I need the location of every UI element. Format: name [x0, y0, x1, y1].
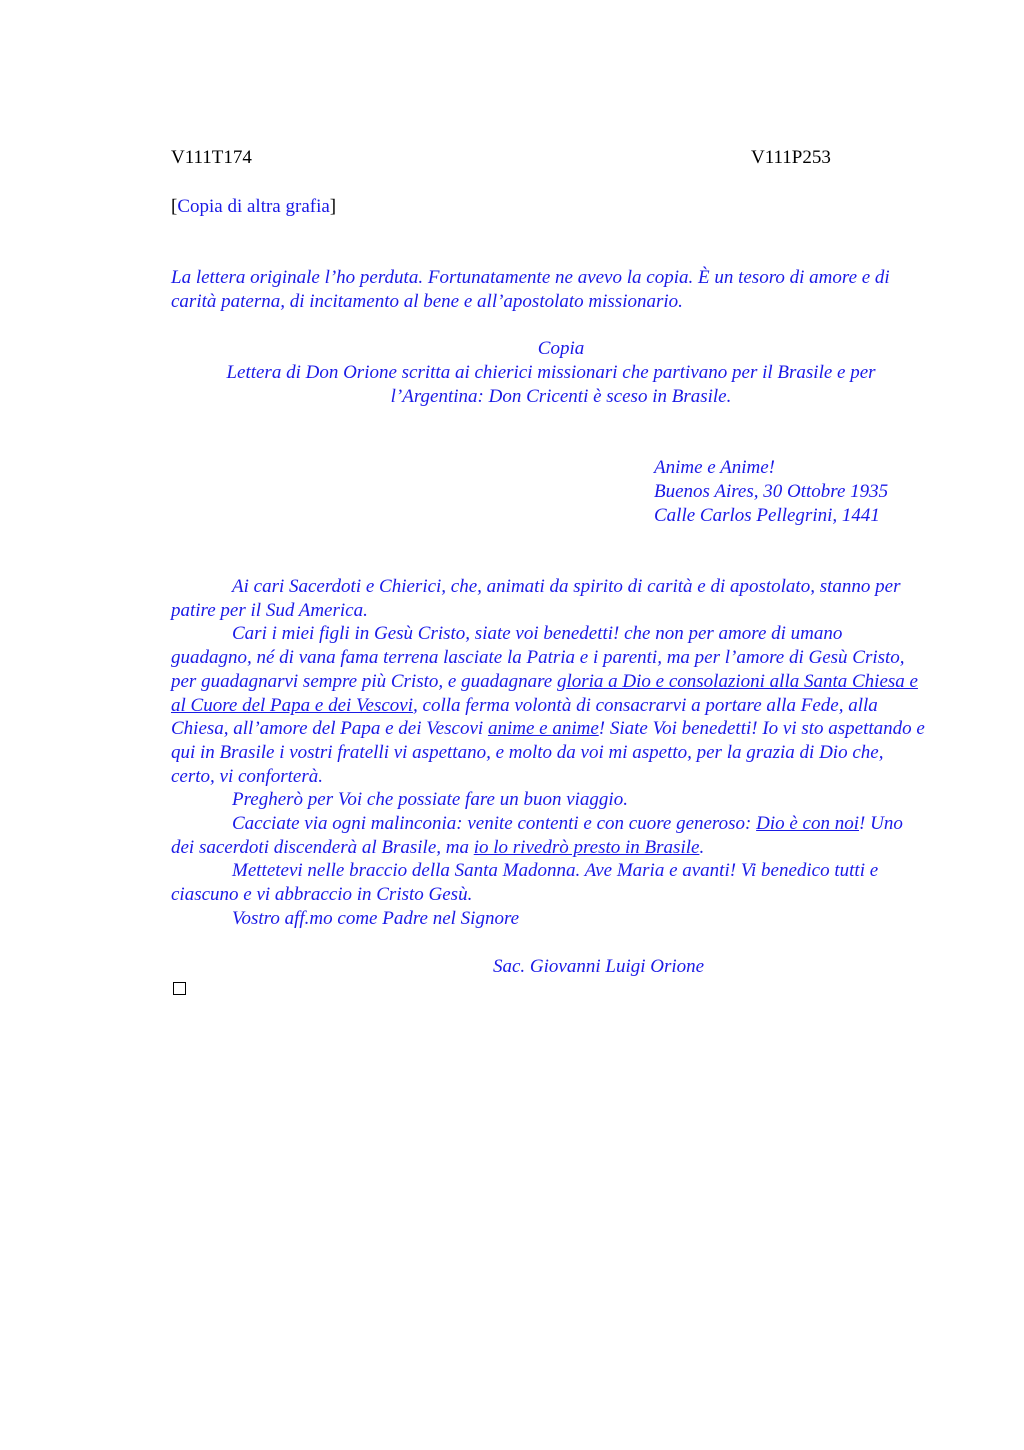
letter-paragraph-5: Mettetevi nelle braccio della Santa Madonna. Ave Maria e avanti! Vi benedico tutti e ciascuno e vi abbraccio in Cristo Gesù. [171, 860, 879, 906]
p2-underlined-gloria: gloria a Dio e consolazioni alla Santa Chiesa e al Cuore del Papa e dei Vescovi [171, 670, 918, 716]
caption-title: Copia [537, 338, 585, 359]
letter-paragraph-3: Pregherò per Voi che possiate fare un buon viaggio. [232, 789, 628, 811]
dateline-place-date: Buenos Aires, 30 Ottobre 1935 [654, 481, 889, 502]
p4-underlined-rivedro: io lo rivedrò presto in Brasile [473, 836, 700, 858]
letter-paragraph-2 [171, 622, 926, 788]
source-note-text: Copia di altra grafia [177, 196, 330, 217]
letter-paragraph-4 [171, 812, 926, 859]
document-code-left: V111T174 [171, 147, 252, 168]
dateline-address: Calle Carlos Pellegrini, 1441 [654, 505, 880, 526]
source-note-open-bracket: [ [171, 196, 178, 217]
p2-text-b: , colla ferma volontà di consacrarvi a portare alla Fede, alla Chiesa, all’amore del Papa e dei Vescovi [171, 694, 878, 740]
p2-text-a: Cari i miei figli in Gesù Cristo, siate voi benedetti! che non per amore di umano guadagno, né di vana fama terrena lasciate la Patria e i parenti, ma per l’amore di Gesù Cristo, per guadagnarvi sempre più Cristo, e guadagnare [171, 623, 905, 692]
p2-text-c: ! Siate Voi benedetti! Io vi sto aspettando e qui in Brasile i vostri fratelli vi aspettano, e molto da voi mi aspetto, per la grazia di Dio che, certo, vi conforterà. [171, 718, 925, 787]
end-square-mark [173, 982, 186, 995]
document-code-right: V111P253 [751, 147, 831, 168]
p4-text-a: Cacciate via ogni malinconia: venite contenti e con cuore generoso: [232, 813, 757, 835]
intro-paragraph: La lettera originale l’ho perduta. Fortunatamente ne avevo la copia. È un tesoro di amore e di carità paterna, di incitamento al bene e all’apostolato missionario. [171, 267, 890, 312]
caption-line-2: l’Argentina: Don Cricenti è sceso in Brasile. [390, 386, 732, 407]
letter-body [171, 575, 926, 931]
p4-text-c: . [699, 836, 705, 858]
dateline-motto: Anime e Anime! [654, 457, 775, 478]
source-note-close-bracket: ] [329, 196, 337, 217]
caption-line-1: Lettera di Don Orione scritta ai chierici missionari che partivano per il Brasile e per [226, 362, 876, 383]
p4-underlined-dio: Dio è con noi [756, 813, 860, 835]
p4-text-b: ! Uno dei sacerdoti discenderà al Brasile, ma [171, 813, 903, 858]
p2-underlined-anime: anime e anime [487, 718, 599, 740]
letter-closing: Vostro aff.mo come Padre nel Signore [232, 907, 520, 929]
source-note [171, 195, 336, 219]
letter-paragraph-1: Ai cari Sacerdoti e Chierici, che, animati da spirito di carità e di apostolato, stanno per patire per il Sud America. [171, 576, 901, 621]
signature: Sac. Giovanni Luigi Orione [493, 956, 705, 977]
